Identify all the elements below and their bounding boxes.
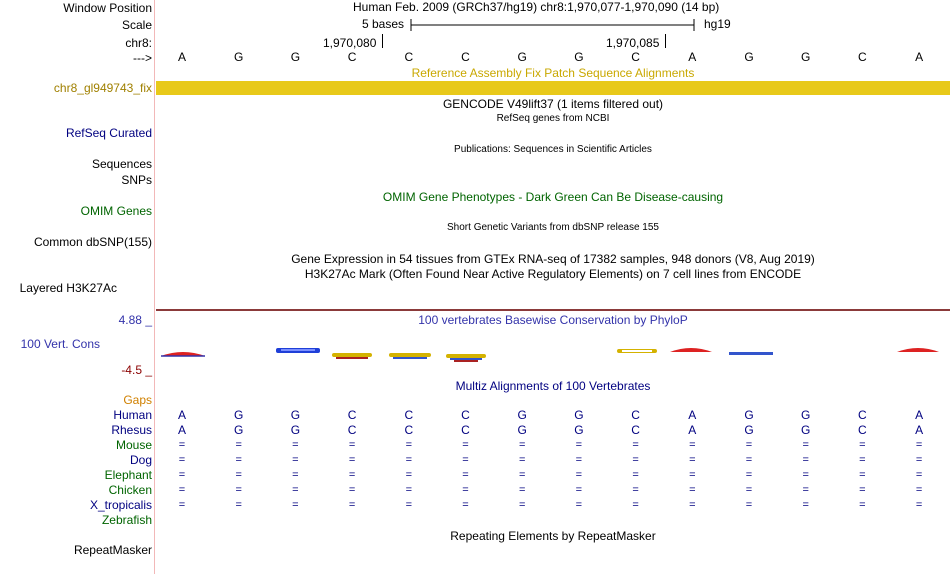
alignment-match-mark: = [575,469,583,481]
publications-track-title[interactable]: Publications: Sequences in Scientific Articles [454,144,652,155]
alignment-match-mark: = [462,439,469,451]
alignment-match-mark: = [235,484,242,496]
phylop-min-value: -4.5 _ [121,363,152,377]
alignment-match-mark: = [405,499,413,511]
alignment-match-mark: = [348,469,356,481]
alignment-base: C [404,408,414,422]
fix-patch-label[interactable]: chr8_gl949743_fix [53,81,152,95]
alignment-match-mark: = [405,484,413,496]
alignment-base: C [631,408,640,422]
alignment-match-mark: = [745,469,753,481]
alignment-match-mark: = [689,484,696,496]
alignment-match-mark: = [292,454,299,466]
alignment-match-mark: = [518,499,526,511]
alignment-base: A [688,423,697,437]
alignment-match-mark: = [632,469,639,481]
alignment-base: C [347,408,357,422]
alignment-match-mark: = [178,499,186,511]
alignment-match-mark: = [348,454,356,466]
alignment-match-mark: = [575,499,583,511]
fix-patch-alignment-bar[interactable] [156,81,950,95]
gaps-label[interactable]: Gaps [123,393,152,407]
alignment-match-mark: = [292,484,299,496]
alignment-match-mark: = [518,484,526,496]
base-letter: C [631,50,640,64]
layered-h3k27ac-label[interactable]: Layered H3K27Ac [19,281,117,295]
alignment-base: C [858,408,867,422]
base-letter: A [177,50,186,64]
alignment-match-mark: = [632,484,639,496]
omim-track-title[interactable]: OMIM Gene Phenotypes - Dark Green Can Be Disease-causing [382,190,724,204]
species-label-rhesus[interactable]: Rhesus [111,423,152,437]
base-letter: C [347,50,357,64]
species-label-x_tropicalis[interactable]: X_tropicalis [89,498,152,512]
window-position-label: Window Position [63,1,152,15]
base-letter: G [234,50,244,64]
alignment-base: C [631,423,640,437]
alignment-base: G [290,423,301,437]
alignment-base: A [177,408,186,422]
alignment-match-mark: = [575,454,583,466]
alignment-match-mark: = [462,469,469,481]
snps-label[interactable]: SNPs [121,173,152,187]
phylop-max-value: 4.88 _ [118,313,152,327]
alignment-base: C [858,423,867,437]
alignment-match-mark: = [859,499,866,511]
base-letter: G [801,50,811,64]
base-letter: A [915,50,924,64]
refseq-track-title[interactable]: RefSeq genes from NCBI [496,113,610,124]
alignment-match-mark: = [745,454,753,466]
base-letter: C [404,50,414,64]
multiz-track-title[interactable]: Multiz Alignments of 100 Vertebrates [455,379,651,393]
alignment-base: G [801,408,811,422]
alignment-base: G [574,423,584,437]
repeatmasker-label[interactable]: RepeatMasker [73,543,152,557]
base-letter: C [858,50,867,64]
alignment-match-mark: = [802,499,809,511]
alignment-base: C [461,423,470,437]
alignment-match-mark: = [348,439,356,451]
alignment-match-mark: = [632,439,639,451]
alignment-base: C [347,423,357,437]
coordinate-1970085: 1,970,085 [606,36,660,50]
alignment-base: G [517,408,527,422]
gencode-track-title[interactable]: GENCODE V49lift37 (1 items filtered out) [442,97,664,111]
alignment-base: A [177,423,186,437]
species-label-dog[interactable]: Dog [129,453,152,467]
chrom-label: chr8: [125,36,152,50]
base-letter: G [517,50,527,64]
gtex-track-title[interactable]: Gene Expression in 54 tissues from GTEx RNA-seq of 17382 samples, 948 donors (V8, Aug 2019) [291,252,815,266]
assembly-label: hg19 [704,17,731,31]
alignment-base: A [915,423,924,437]
phylop-conservation-logos [156,340,950,370]
coordinate-tick [382,34,383,48]
alignment-match-mark: = [802,469,809,481]
alignment-match-mark: = [235,454,242,466]
omim-genes-label[interactable]: OMIM Genes [80,204,152,218]
alignment-match-mark: = [518,469,526,481]
alignment-match-mark: = [915,454,923,466]
alignment-match-mark: = [859,469,866,481]
species-label-elephant[interactable]: Elephant [104,468,152,482]
alignment-match-mark: = [689,454,696,466]
phylop-track-title[interactable]: 100 vertebrates Basewise Conservation by PhyloP [418,313,688,327]
alignment-match-mark: = [575,439,583,451]
track-divider [156,309,950,311]
alignment-match-mark: = [689,469,696,481]
alignment-match-mark: = [915,484,923,496]
alignment-base: G [234,423,244,437]
alignment-base: G [744,408,754,422]
alignment-match-mark: = [575,484,583,496]
alignment-match-mark: = [462,484,469,496]
refseq-curated-label[interactable]: RefSeq Curated [65,126,152,140]
alignment-base: G [744,423,754,437]
alignment-match-mark: = [405,439,413,451]
scale-bar [410,17,700,33]
alignment-match-mark: = [178,484,186,496]
species-label-chicken[interactable]: Chicken [108,483,152,497]
alignment-base: A [915,408,924,422]
h3k27ac-track-title[interactable]: H3K27Ac Mark (Often Found Near Active Regulatory Elements) on 7 cell lines from ENCODE [304,267,802,281]
strand-label: ---> [133,51,152,65]
alignment-match-mark: = [405,469,413,481]
alignment-match-mark: = [859,439,866,451]
alignment-base: G [290,408,301,422]
fix-patch-track-title[interactable]: Reference Assembly Fix Patch Sequence Alignments [411,66,695,80]
repeatmasker-track-title[interactable]: Repeating Elements by RepeatMasker [450,529,656,543]
alignment-match-mark: = [462,499,469,511]
alignment-match-mark: = [292,469,299,481]
coordinate-tick [665,34,666,48]
coordinate-1970080: 1,970,080 [323,36,377,50]
sequences-label[interactable]: Sequences [91,157,152,171]
alignment-match-mark: = [802,439,809,451]
alignment-base: C [404,423,414,437]
alignment-match-mark: = [689,499,696,511]
alignment-match-mark: = [745,439,753,451]
base-letter: G [290,50,301,64]
alignment-base: G [517,423,527,437]
scale-text: 5 bases [362,17,405,31]
alignment-base: G [801,423,811,437]
species-label-zebrafish[interactable]: Zebrafish [101,513,152,527]
alignment-match-mark: = [915,469,923,481]
alignment-match-mark: = [632,454,639,466]
alignment-match-mark: = [518,454,526,466]
alignment-match-mark: = [689,439,696,451]
alignment-match-mark: = [235,499,242,511]
alignment-match-mark: = [235,469,242,481]
alignment-match-mark: = [235,439,242,451]
alignment-match-mark: = [802,454,809,466]
alignment-base: C [461,408,470,422]
alignment-match-mark: = [462,454,469,466]
alignment-base: A [688,408,697,422]
species-label-mouse[interactable]: Mouse [115,438,152,452]
common-dbsnp-label[interactable]: Common dbSNP(155) [33,235,152,249]
alignment-match-mark: = [518,439,526,451]
alignment-match-mark: = [292,499,299,511]
alignment-match-mark: = [348,499,356,511]
alignment-base: G [234,408,244,422]
species-label-human[interactable]: Human [113,408,152,422]
alignment-base: G [574,408,584,422]
alignment-match-mark: = [745,499,753,511]
alignment-match-mark: = [178,439,186,451]
alignment-match-mark: = [178,469,186,481]
label-column-divider [154,0,155,574]
alignment-match-mark: = [348,484,356,496]
window-position-title: Human Feb. 2009 (GRCh37/hg19) chr8:1,970,077-1,970,090 (14 bp) [353,0,720,14]
alignment-match-mark: = [292,439,299,451]
alignment-match-mark: = [802,484,809,496]
base-letter: A [688,50,697,64]
alignment-match-mark: = [859,454,866,466]
alignment-match-mark: = [915,499,923,511]
alignment-match-mark: = [859,484,866,496]
alignment-match-mark: = [915,439,923,451]
vert-cons-label[interactable]: 100 Vert. Cons [20,337,100,351]
scale-label: Scale [121,18,152,32]
base-letter: G [574,50,584,64]
alignment-match-mark: = [405,454,413,466]
base-letter: G [744,50,754,64]
alignment-match-mark: = [178,454,186,466]
alignment-match-mark: = [745,484,753,496]
base-letter: C [461,50,470,64]
alignment-match-mark: = [632,499,639,511]
dbsnp-track-title[interactable]: Short Genetic Variants from dbSNP release 155 [447,222,659,233]
